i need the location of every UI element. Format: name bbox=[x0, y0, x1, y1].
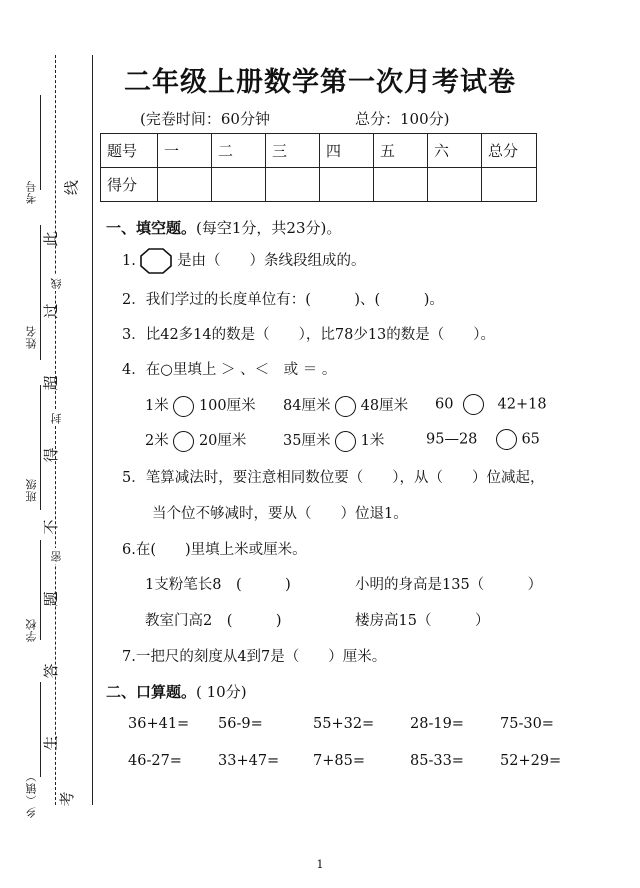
compare-item: 35厘米 1米 bbox=[283, 429, 384, 452]
score-header-cell: 五 bbox=[374, 134, 428, 168]
unit-item: 小明的身高是135（ ） bbox=[355, 577, 543, 593]
mental-math-item: 55+32= bbox=[313, 716, 375, 732]
mental-math-item: 36+41= bbox=[128, 716, 190, 732]
score-table-header-row bbox=[101, 134, 537, 168]
score-input-cell[interactable] bbox=[428, 168, 482, 202]
mental-math-item: 46-27= bbox=[128, 753, 182, 769]
mental-math-item: 7+85= bbox=[313, 753, 365, 769]
score-header-cell: 题号 bbox=[101, 134, 158, 168]
seal-dashed-line bbox=[55, 55, 56, 805]
section1-heading: 一、填空题。(每空1分，共23分)。 bbox=[106, 219, 342, 237]
page-number: 1 bbox=[316, 858, 324, 871]
question-4: 4．在○里填上 ＞ 、＜ 或 ＝ 。 bbox=[122, 362, 337, 378]
score-input-cell[interactable] bbox=[212, 168, 266, 202]
question-7: 7.一把尺的刻度从4到7是（ ）厘米。 bbox=[122, 649, 387, 665]
compare-circle[interactable] bbox=[496, 429, 517, 450]
seal-mark-seal: 封 bbox=[50, 412, 63, 424]
exam-title: 二年级上册数学第一次月考试卷 bbox=[124, 67, 516, 98]
seal-mark-line: 线 bbox=[50, 277, 63, 289]
margin-solid-line bbox=[92, 55, 93, 805]
field-school: 学校 bbox=[25, 618, 38, 642]
score-table-score-row bbox=[101, 168, 537, 202]
binding-warning: 线 此 过 超 得 不 题 答 生 考 bbox=[42, 180, 81, 807]
question-5-line1: 5．笔算减法时，要注意相同数位要（ ），从（ ）位减起， bbox=[122, 470, 545, 486]
compare-circle[interactable] bbox=[173, 396, 194, 417]
score-input-cell[interactable] bbox=[158, 168, 212, 202]
compare-item: 95—28 65 bbox=[426, 429, 540, 450]
compare-circle[interactable] bbox=[335, 431, 356, 452]
compare-circle[interactable] bbox=[335, 396, 356, 417]
unit-item: 教室门高2 ( ) bbox=[145, 613, 282, 629]
compare-item: 84厘米 48厘米 bbox=[283, 394, 408, 417]
mental-math-item: 52+29= bbox=[500, 753, 562, 769]
field-line bbox=[40, 540, 41, 640]
seal-mark-secret: 密 bbox=[50, 550, 63, 562]
compare-circle[interactable] bbox=[463, 394, 484, 415]
compare-circle[interactable] bbox=[173, 431, 194, 452]
score-header-cell: 总分 bbox=[482, 134, 537, 168]
score-header-cell: 四 bbox=[320, 134, 374, 168]
field-exam-number: 考号 bbox=[25, 180, 38, 204]
score-input-cell[interactable] bbox=[320, 168, 374, 202]
score-input-cell[interactable] bbox=[266, 168, 320, 202]
question-3: 3．比42多14的数是（ ），比78少13的数是（ ）。 bbox=[122, 327, 496, 343]
score-header-cell: 二 bbox=[212, 134, 266, 168]
field-line bbox=[40, 682, 41, 777]
compare-item: 60 42+18 bbox=[435, 394, 547, 415]
question-1: 1. 是由（ ）条线段组成的。 bbox=[122, 248, 366, 274]
question-2: 2．我们学过的长度单位有：( )、( )。 bbox=[122, 292, 444, 308]
score-header-cell: 一 bbox=[158, 134, 212, 168]
mental-math-item: 28-19= bbox=[410, 716, 464, 732]
mental-math-item: 56-9= bbox=[218, 716, 263, 732]
mental-math-item: 33+47= bbox=[218, 753, 280, 769]
score-header-cell: 三 bbox=[266, 134, 320, 168]
octagon-icon bbox=[140, 248, 172, 274]
unit-item: 1支粉笔长8 ( ) bbox=[145, 577, 291, 593]
compare-item: 1米 100厘米 bbox=[145, 394, 256, 417]
mental-math-item: 85-33= bbox=[410, 753, 464, 769]
score-input-cell[interactable] bbox=[482, 168, 537, 202]
compare-item: 2米 20厘米 bbox=[145, 429, 246, 452]
unit-item: 楼房高15（ ） bbox=[355, 613, 490, 629]
question-6: 6.在( )里填上米或厘米。 bbox=[122, 542, 307, 558]
exam-time: (完卷时间：60分钟 bbox=[140, 110, 270, 128]
score-table bbox=[100, 133, 537, 202]
score-input-cell[interactable] bbox=[374, 168, 428, 202]
field-line bbox=[40, 95, 41, 190]
exam-total: 总分：100分) bbox=[355, 110, 450, 128]
field-line bbox=[40, 225, 41, 360]
section2-heading: 二、口算题。( 10分) bbox=[106, 683, 247, 701]
question-5-line2: 当个位不够减时，要从（ ）位退1。 bbox=[152, 506, 408, 522]
mental-math-item: 75-30= bbox=[500, 716, 554, 732]
field-line bbox=[40, 385, 41, 510]
score-header-cell: 六 bbox=[428, 134, 482, 168]
field-class: 班级 bbox=[25, 478, 38, 502]
field-township: 乡（镇） bbox=[25, 770, 38, 818]
field-name: 姓名 bbox=[25, 325, 38, 349]
score-row-label: 得分 bbox=[101, 168, 158, 202]
